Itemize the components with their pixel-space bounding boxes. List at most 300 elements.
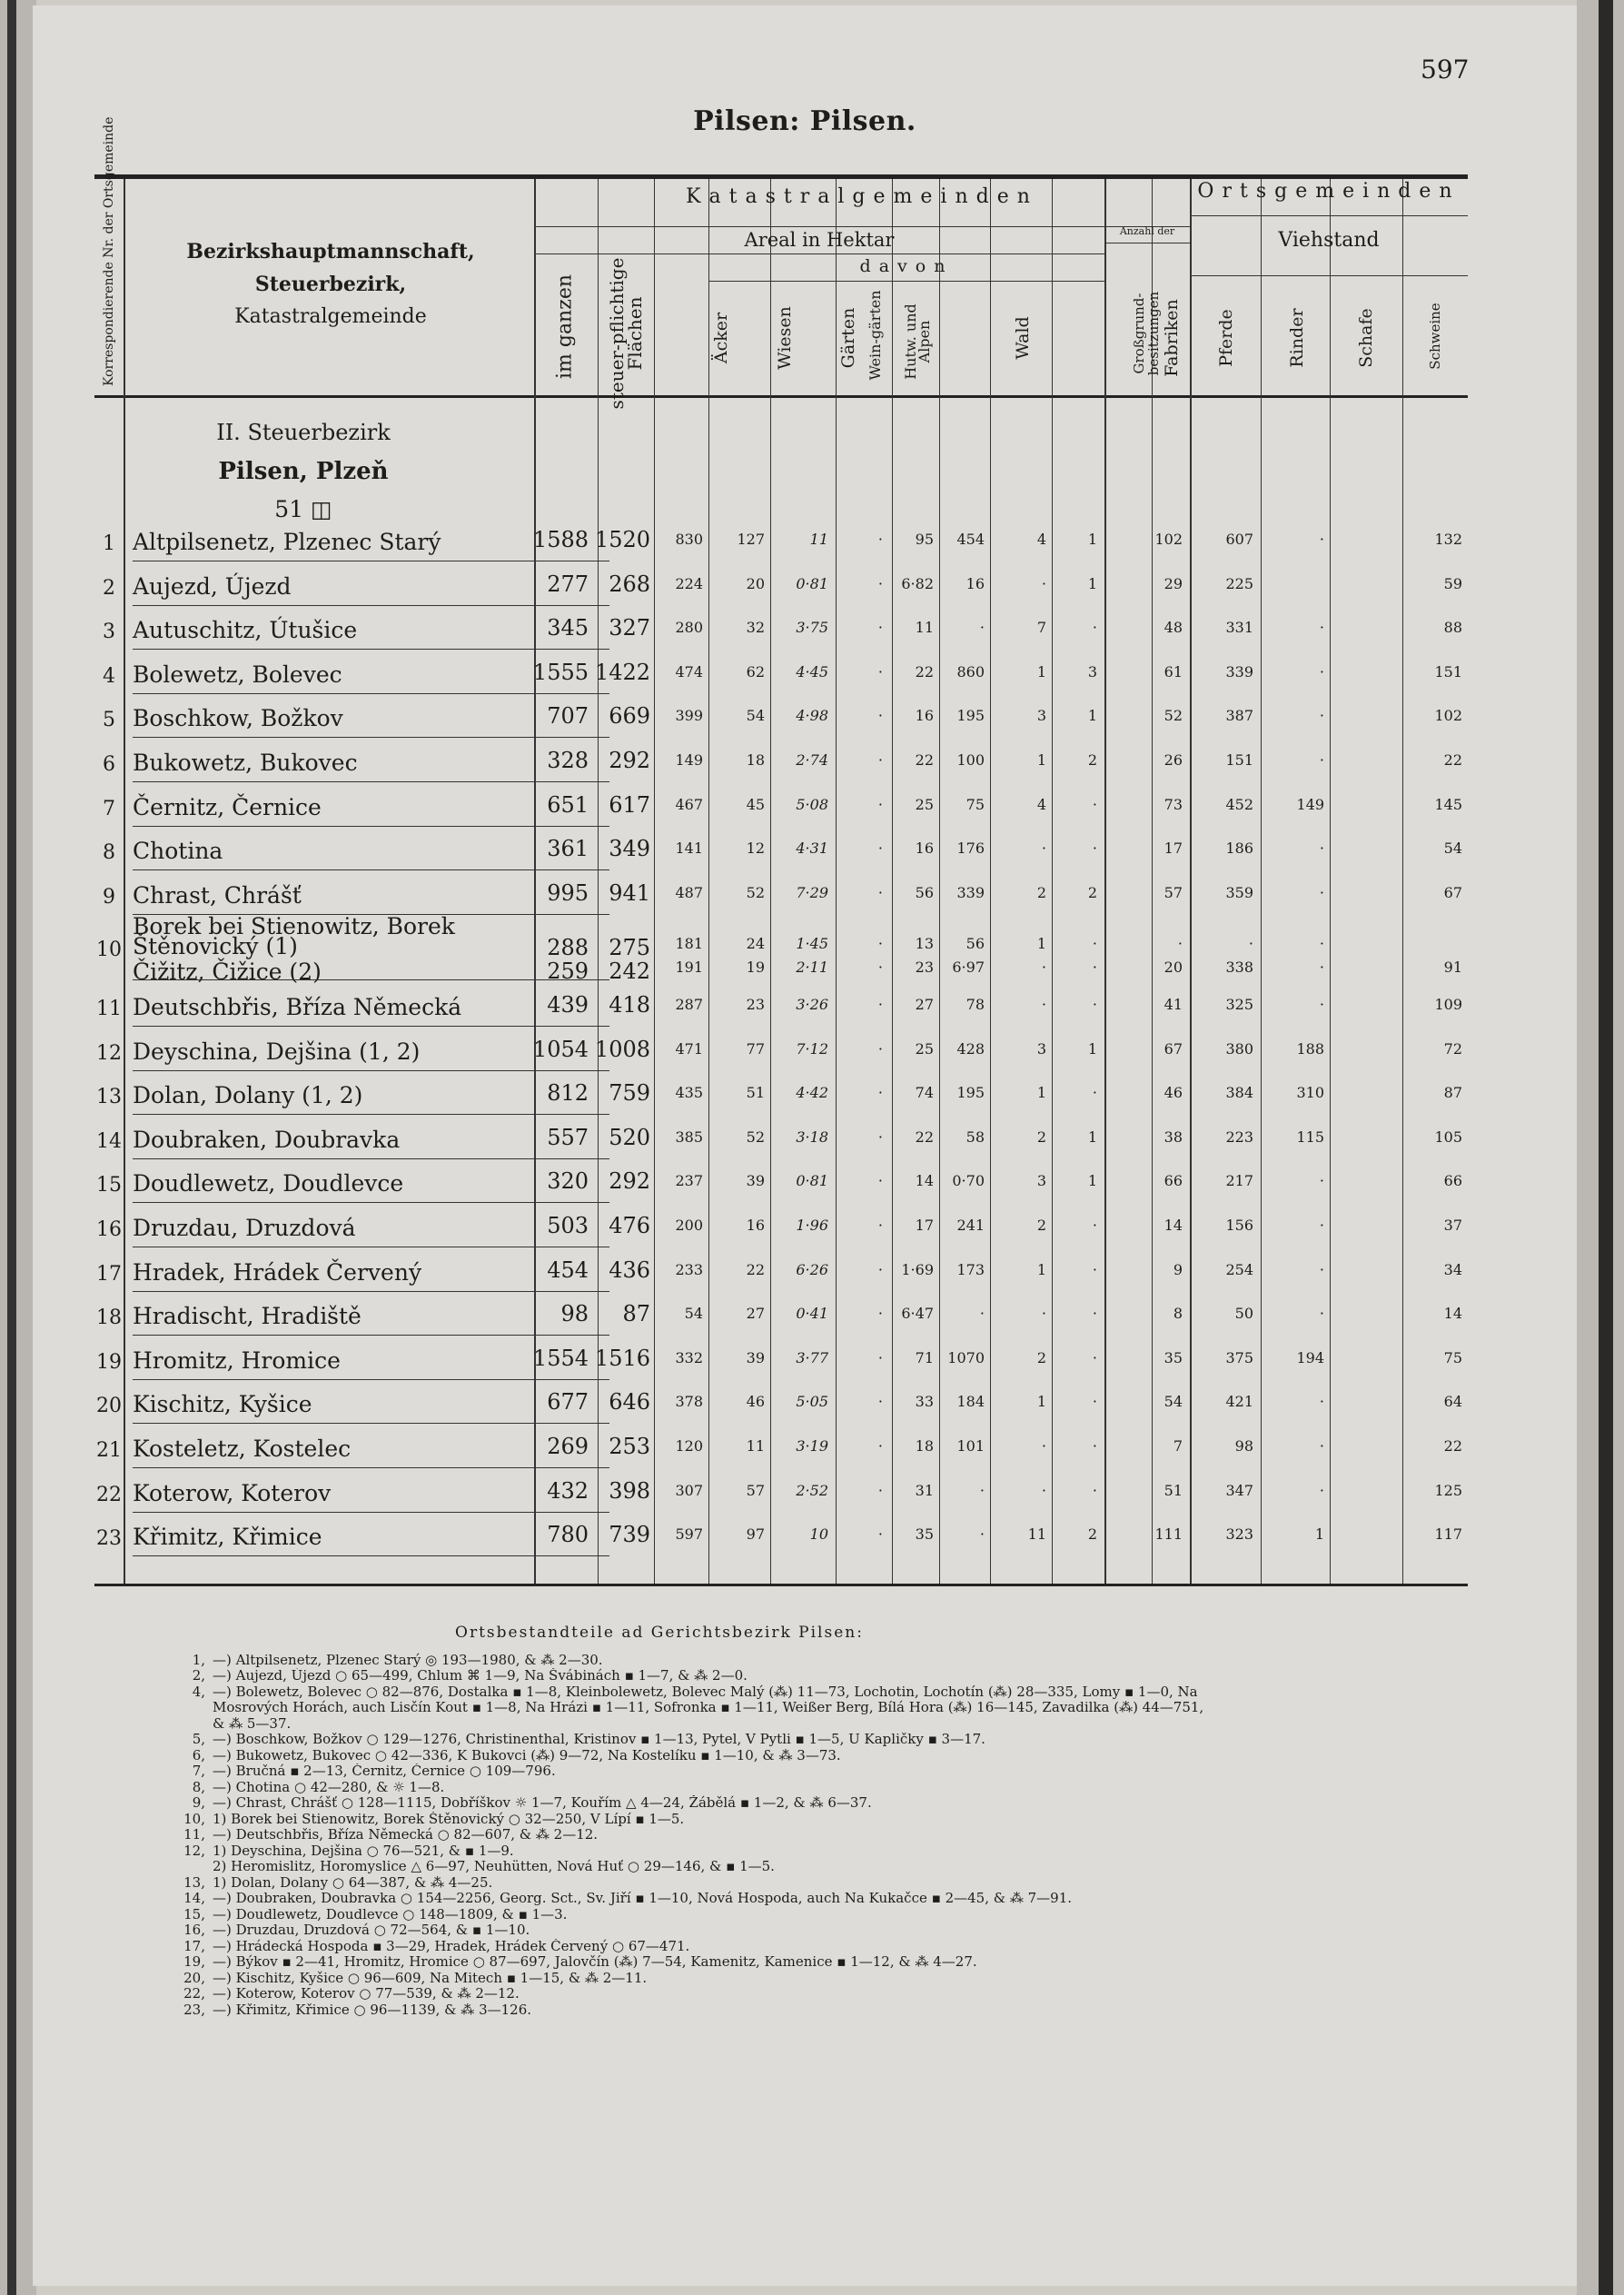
note-number: 20, <box>183 1970 205 1986</box>
cell-d: 22 <box>746 1260 765 1278</box>
cell-e: 0·81 <box>796 574 828 592</box>
cell-e: 2·74 <box>796 751 828 769</box>
cell-g-2: 23 <box>915 959 934 977</box>
cell-m: · <box>1319 751 1324 769</box>
cell-g: 25 <box>915 795 934 813</box>
note-line <box>178 1700 1522 1716</box>
cell-c: 435 <box>675 1084 703 1102</box>
cell-b: 1422 <box>594 659 650 685</box>
cell-b: 476 <box>609 1213 650 1238</box>
header-ortsgemeinden: Ortsgemeinden <box>1197 180 1461 203</box>
cell-a: 1554 <box>532 1345 589 1371</box>
cell-g: 17 <box>915 1217 934 1234</box>
document-page <box>33 5 1577 2286</box>
header-corr-nr: Korrespondierende Nr. der Ortsgemeinde <box>102 116 116 386</box>
row-name: Deutschbřis, Bříza Německá <box>133 994 462 1020</box>
row-name: Doudlewetz, Doudlevce <box>133 1170 404 1197</box>
cell-k: 111 <box>1154 1525 1183 1544</box>
header-anzahl: Anzahl der <box>1119 225 1175 237</box>
table-row <box>94 1161 1468 1205</box>
cell-j: 1 <box>1087 1039 1097 1058</box>
cell-k: 54 <box>1164 1393 1183 1411</box>
note-number: 12, <box>183 1843 205 1859</box>
cell-i: 1 <box>1036 1084 1046 1102</box>
note-text: —) Doudlewetz, Doudlevce ○ 148—1809, & ▪ 1—3. <box>213 1906 568 1922</box>
cell-n: 34 <box>1443 1260 1462 1278</box>
cell-c: 287 <box>675 996 703 1013</box>
cell-m: · <box>1319 1172 1324 1190</box>
cell-i: · <box>1041 1481 1046 1499</box>
cell-c: 307 <box>675 1481 703 1499</box>
cell-i: 3 <box>1036 1039 1046 1058</box>
cell-l-2: 338 <box>1225 959 1253 977</box>
cell-d: 52 <box>746 883 765 901</box>
row-name: Černitz, Černice <box>133 793 322 820</box>
cell-n: 75 <box>1443 1348 1462 1366</box>
cell-m: · <box>1319 1437 1324 1455</box>
cell-g: 16 <box>915 840 934 858</box>
cell-m: · <box>1319 1481 1324 1499</box>
row-number: 21 <box>96 1439 122 1462</box>
note-text: —) Křimitz, Křimice ○ 96—1139, & ⁂ 3—126. <box>213 2002 532 2018</box>
steuerbezirk-label: II. Steuerbezirk <box>216 420 391 445</box>
header-davon: davon <box>859 256 954 276</box>
cell-l: 50 <box>1234 1305 1253 1323</box>
cell-i: 4 <box>1036 795 1046 813</box>
note-line <box>178 2002 1522 2019</box>
cell-a: 995 <box>547 879 589 906</box>
note-number: 8, <box>192 1779 205 1795</box>
note-text: —) Bolewetz, Bolevec ○ 82—876, Dostalka ▪ 1—8, Kleinbolewetz, Bolevec Malý (⁂) 11—73, Lochotin, Lochotín (⁂) 28—335, Lomy ▪ 1—0, Na <box>213 1684 1198 1700</box>
cell-c: 830 <box>675 531 703 548</box>
note-number: 22, <box>183 1986 205 2002</box>
cell-l: 331 <box>1225 619 1253 637</box>
cell-i: 1 <box>1036 751 1046 769</box>
table-row <box>94 1338 1468 1382</box>
note-line <box>178 1986 1522 2002</box>
cell-b: 436 <box>609 1257 650 1283</box>
cell-g: 25 <box>915 1039 934 1058</box>
cell-j: · <box>1092 1481 1097 1499</box>
cell-g: 22 <box>915 1128 934 1146</box>
cell-g: 56 <box>915 883 934 901</box>
cell-h-2: 6·97 <box>952 959 985 977</box>
table-row <box>94 1029 1468 1073</box>
cell-g: 18 <box>915 1437 934 1455</box>
row-rule <box>133 1335 609 1336</box>
note-text: & ⁂ 5—37. <box>213 1715 292 1732</box>
cell-l: 186 <box>1225 840 1253 858</box>
cell-d: 97 <box>746 1525 765 1544</box>
cell-n: 102 <box>1434 707 1462 725</box>
table-row <box>94 1515 1468 1558</box>
cell-e: 11 <box>809 531 828 548</box>
cell-k: 41 <box>1164 996 1183 1013</box>
row-name: Chotina <box>133 838 223 865</box>
cell-c: 378 <box>675 1393 703 1411</box>
row-rule <box>133 605 609 606</box>
cell-n: 117 <box>1434 1525 1462 1544</box>
cell-l: 607 <box>1225 531 1253 548</box>
row-rule <box>133 1026 609 1027</box>
cell-h: · <box>979 1525 985 1544</box>
cell-k: · <box>1177 935 1183 953</box>
cell-g: 71 <box>915 1348 934 1366</box>
cell-k: 61 <box>1164 662 1183 681</box>
cell-j: · <box>1092 1393 1097 1411</box>
note-text: —) Boschkow, Božkov ○ 129—1276, Christinenthal, Kristinov ▪ 1—13, Pytel, V Pytli ▪ 1—5, U Kapličky ▪ 3—17. <box>213 1732 985 1747</box>
note-text: —) Chotina ○ 42—280, & ☼ 1—8. <box>213 1779 445 1795</box>
cell-c: 141 <box>675 840 703 858</box>
cell-h: 100 <box>956 751 985 769</box>
cell-a-2: 259 <box>547 959 589 985</box>
cell-g: 95 <box>915 531 934 548</box>
cell-b: 275 <box>609 935 650 961</box>
row-number: 17 <box>96 1262 122 1286</box>
cell-j: · <box>1092 1217 1097 1234</box>
cell-d: 46 <box>746 1393 765 1411</box>
cell-e: 1·96 <box>796 1217 828 1234</box>
cell-a: 780 <box>547 1522 589 1548</box>
col-rinder: Rinder <box>1287 308 1307 368</box>
cell-g: 35 <box>915 1525 934 1544</box>
cell-m: · <box>1319 996 1324 1013</box>
cell-e: 5·05 <box>796 1393 828 1411</box>
note-line <box>178 1891 1522 1907</box>
row-rule <box>133 781 609 782</box>
row-name: Křimitz, Křimice <box>133 1524 322 1551</box>
cell-d: 18 <box>746 751 765 769</box>
note-text: —) Kischitz, Kyšice ○ 96—609, Na Mitech ▪ 1—15, & ⁂ 2—11. <box>213 1970 648 1986</box>
cell-l: 225 <box>1225 574 1253 592</box>
cell-c: 181 <box>675 935 703 953</box>
cell-n: 125 <box>1434 1481 1462 1499</box>
note-text: —) Aujezd, Újezd ○ 65—499, Chlum ⌘ 1—9, Na Švábinách ▪ 1—7, & ⁂ 2—0. <box>213 1668 748 1684</box>
note-text: —) Bukowetz, Bukovec ○ 42—336, K Bukovci (⁂) 9—72, Na Kostelíku ▪ 1—10, & ⁂ 3—73. <box>213 1747 841 1763</box>
cell-l: 384 <box>1225 1084 1253 1102</box>
col-wald: Wald <box>1013 316 1033 360</box>
notes-title: Ortsbestandteile ad Gerichtsbezirk Pilsen: <box>455 1624 864 1642</box>
row-name: Doubraken, Doubravka <box>133 1126 401 1153</box>
cell-e: 7·12 <box>796 1039 828 1058</box>
cell-i: 1 <box>1036 935 1046 953</box>
cell-i: 2 <box>1036 883 1046 901</box>
row-name: Kischitz, Kyšice <box>133 1391 312 1418</box>
row-number: 9 <box>103 885 115 909</box>
cell-g: 22 <box>915 662 934 681</box>
cell-i: 7 <box>1036 619 1046 637</box>
cell-i: 1 <box>1036 662 1046 681</box>
cell-j: · <box>1092 1084 1097 1102</box>
cell-f: · <box>877 1260 883 1278</box>
col-schafe: Schafe <box>1356 308 1376 368</box>
cell-g: 16 <box>915 707 934 725</box>
row-rule <box>133 826 609 827</box>
note-line <box>178 1716 1522 1733</box>
row-number: 10 <box>96 939 122 962</box>
cell-l: · <box>1248 935 1253 953</box>
note-line <box>178 1843 1522 1860</box>
note-text: 2) Heromislitz, Horomyslice △ 6—97, Neuhütten, Nová Huť ○ 29—146, & ▪ 1—5. <box>213 1859 775 1874</box>
cell-l: 380 <box>1225 1039 1253 1058</box>
table-body <box>94 391 1468 1586</box>
scan-left-edge <box>0 0 36 2295</box>
notes-section <box>178 1625 1522 2018</box>
row-name-2: Čižitz, Čižice (2) <box>133 959 322 986</box>
table-row <box>94 1250 1468 1294</box>
table-row <box>94 1206 1468 1249</box>
note-text: —) Hrádecká Hospoda ▪ 3—29, Hradek, Hrádek Červený ○ 67—471. <box>213 1938 690 1954</box>
row-number: 3 <box>103 621 115 644</box>
cell-k: 8 <box>1173 1305 1183 1323</box>
cell-d: 77 <box>746 1039 765 1058</box>
cell-l: 325 <box>1225 996 1253 1013</box>
cell-a: 269 <box>547 1434 589 1459</box>
cell-f: · <box>877 795 883 813</box>
note-line <box>178 1827 1522 1843</box>
cell-i: 2 <box>1036 1128 1046 1146</box>
cell-m: 115 <box>1296 1128 1324 1146</box>
col-weingaerten: Wein-gärten <box>866 290 884 381</box>
cell-a: 288 <box>547 935 589 961</box>
cell-c: 385 <box>675 1128 703 1146</box>
note-number: 9, <box>192 1795 205 1811</box>
cell-h: 860 <box>956 662 985 681</box>
row-number: 23 <box>96 1527 122 1551</box>
note-line <box>178 1875 1522 1892</box>
note-number: 13, <box>183 1874 205 1891</box>
cell-e: 4·42 <box>796 1084 828 1102</box>
cell-m: · <box>1319 662 1324 681</box>
row-rule <box>133 1379 609 1380</box>
row-rule <box>133 869 609 870</box>
cell-e: 3·75 <box>796 619 828 637</box>
cell-j: · <box>1092 795 1097 813</box>
cell-e: 5·08 <box>796 795 828 813</box>
cell-b-2: 242 <box>609 959 650 985</box>
row-number: 15 <box>96 1174 122 1197</box>
cell-c: 233 <box>675 1260 703 1278</box>
cell-a: 328 <box>547 748 589 773</box>
note-text: —) Druzdau, Druzdová ○ 72—564, & ▪ 1—10. <box>213 1922 530 1938</box>
cell-d: 27 <box>746 1305 765 1323</box>
cell-m: · <box>1319 1393 1324 1411</box>
table-row <box>94 785 1468 829</box>
table-row <box>94 1118 1468 1161</box>
row-name: Dolan, Dolany (1, 2) <box>133 1082 363 1109</box>
cell-b: 1516 <box>594 1345 650 1371</box>
steuerbezirk-name: Pilsen, Plzeň <box>218 458 389 485</box>
cell-h: 195 <box>956 1084 985 1102</box>
cell-n: 22 <box>1443 751 1462 769</box>
cell-d: 127 <box>737 531 765 548</box>
row-name: Autuschitz, Útušice <box>133 617 358 644</box>
cell-f: · <box>877 1305 883 1323</box>
cell-c: 597 <box>675 1525 703 1544</box>
row-number: 16 <box>96 1218 122 1241</box>
note-number: 15, <box>183 1906 205 1922</box>
note-line <box>178 1795 1522 1812</box>
cell-k: 7 <box>1173 1437 1183 1455</box>
cell-i: 4 <box>1036 531 1046 548</box>
cell-e: 4·31 <box>796 840 828 858</box>
cell-a: 361 <box>547 836 589 862</box>
cell-f: · <box>877 751 883 769</box>
cell-g: 6·82 <box>901 574 934 592</box>
cell-c: 467 <box>675 795 703 813</box>
cell-e-2: 2·11 <box>796 959 828 977</box>
cell-l: 217 <box>1225 1172 1253 1190</box>
cell-h: 454 <box>956 531 985 548</box>
note-text: 1) Dolan, Dolany ○ 64—387, & ⁂ 4—25. <box>213 1874 493 1891</box>
cell-n: 151 <box>1434 662 1462 681</box>
cell-k: 67 <box>1164 1039 1183 1058</box>
row-number: 13 <box>96 1086 122 1109</box>
cell-n: 14 <box>1443 1305 1462 1323</box>
note-line <box>178 1732 1522 1748</box>
table-row <box>94 1294 1468 1337</box>
cell-h: 176 <box>956 840 985 858</box>
cell-c: 200 <box>675 1217 703 1234</box>
header-district-line-3: Katastralgemeinde <box>234 305 427 328</box>
cell-c: 332 <box>675 1348 703 1366</box>
cell-n: 88 <box>1443 619 1462 637</box>
cell-c: 471 <box>675 1039 703 1058</box>
cell-n: 59 <box>1443 574 1462 592</box>
row-rule <box>133 649 609 650</box>
cell-k: 38 <box>1164 1128 1183 1146</box>
header-district-line-1: Bezirkshauptmannschaft, <box>186 240 475 263</box>
cell-k: 73 <box>1164 795 1183 813</box>
table-row <box>94 913 1468 986</box>
cell-k: 48 <box>1164 619 1183 637</box>
table-row <box>94 608 1468 651</box>
note-line <box>178 1668 1522 1684</box>
cell-j: 1 <box>1087 1172 1097 1190</box>
cell-h: 184 <box>956 1393 985 1411</box>
page-number: 597 <box>1421 55 1470 84</box>
cell-m: · <box>1319 531 1324 548</box>
cell-b: 349 <box>609 836 650 862</box>
cell-m: · <box>1319 840 1324 858</box>
cell-f: · <box>877 1217 883 1234</box>
cell-f: · <box>877 662 883 681</box>
row-name: Kosteletz, Kostelec <box>133 1436 352 1462</box>
cell-a: 345 <box>547 615 589 641</box>
cell-k: 52 <box>1164 707 1183 725</box>
note-line <box>178 1954 1522 1971</box>
row-number: 18 <box>96 1306 122 1330</box>
cell-c: 120 <box>675 1437 703 1455</box>
cell-c: 224 <box>675 574 703 592</box>
row-name: Bukowetz, Bukovec <box>133 750 358 776</box>
cell-c: 474 <box>675 662 703 681</box>
cell-d: 23 <box>746 996 765 1013</box>
cell-k: 26 <box>1164 751 1183 769</box>
note-number: 5, <box>192 1732 205 1747</box>
table-row <box>94 1426 1468 1470</box>
cell-b: 669 <box>609 703 650 730</box>
table-row <box>94 564 1468 608</box>
cell-d-2: 19 <box>746 959 765 977</box>
note-line <box>178 1907 1522 1923</box>
col-gaerten: Gärten <box>838 307 858 369</box>
table-row <box>94 520 1468 563</box>
cell-j: 2 <box>1087 1525 1097 1544</box>
cell-e: 10 <box>809 1525 828 1544</box>
note-line <box>178 1859 1522 1875</box>
cell-l: 359 <box>1225 883 1253 901</box>
cell-e: 7·29 <box>796 883 828 901</box>
header-district-line-2: Steuerbezirk, <box>254 273 407 296</box>
cell-g: 1·69 <box>901 1260 934 1278</box>
row-number: 8 <box>103 841 115 865</box>
note-text: —) Deutschbřis, Bříza Německá ○ 82—607, & ⁂ 2—12. <box>213 1827 599 1843</box>
cell-m: 1 <box>1314 1525 1324 1544</box>
cell-m-2: · <box>1319 959 1324 977</box>
cell-i: 2 <box>1036 1348 1046 1366</box>
cell-c: 149 <box>675 751 703 769</box>
cell-h: 195 <box>956 707 985 725</box>
note-number: 7, <box>192 1763 205 1779</box>
note-text: —) Doubraken, Doubravka ○ 154—2256, Georg. Sct., Sv. Jiří ▪ 1—10, Nová Hospoda, auch Na Kukačce ▪ 2—45, & ⁂ 7—91. <box>213 1891 1073 1906</box>
cell-c: 399 <box>675 707 703 725</box>
cell-f: · <box>877 1525 883 1544</box>
cell-j-2: · <box>1092 959 1097 977</box>
cell-e: 4·45 <box>796 662 828 681</box>
cell-i: · <box>1041 996 1046 1013</box>
cell-h: 78 <box>965 996 985 1013</box>
cell-j: · <box>1092 840 1097 858</box>
cell-f-2: · <box>877 959 883 977</box>
cell-m: · <box>1319 707 1324 725</box>
table-row <box>94 829 1468 872</box>
cell-n: 67 <box>1443 883 1462 901</box>
cell-b: 253 <box>609 1434 650 1459</box>
cell-m: · <box>1319 1305 1324 1323</box>
cell-d: 54 <box>746 707 765 725</box>
scan-right-edge <box>1577 0 1624 2295</box>
table-row <box>94 873 1468 917</box>
cell-h: 75 <box>965 795 985 813</box>
cell-j: 2 <box>1087 883 1097 901</box>
col-schweine: Schweine <box>1427 303 1443 370</box>
col-im-ganzen: im ganzen <box>553 273 577 380</box>
col-fabriken: Fabriken <box>1162 299 1182 377</box>
cell-n: 64 <box>1443 1393 1462 1411</box>
cell-d: 52 <box>746 1128 765 1146</box>
cell-j: 1 <box>1087 574 1097 592</box>
row-rule <box>133 1423 609 1424</box>
cell-j: · <box>1092 1437 1097 1455</box>
cell-a: 1054 <box>532 1036 589 1062</box>
cell-c-2: 191 <box>675 959 703 977</box>
cell-k: 46 <box>1164 1084 1183 1102</box>
row-number: 5 <box>103 709 115 732</box>
note-text: Mosrových Horách, auch Lisčín Kout ▪ 1—8, Na Hrázi ▪ 1—11, Sofronka ▪ 1—11, Weißer Berg, Bílá Hora (⁂) 16—145, Zavadilka (⁂) 44—751, <box>213 1700 1204 1715</box>
note-number: 16, <box>183 1922 205 1938</box>
cell-l: 339 <box>1225 662 1253 681</box>
note-text: —) Býkov ▪ 2—41, Hromitz, Hromice ○ 87—697, Jalovčín (⁂) 7—54, Kamenitz, Kamenice ▪ 1—12, & ⁂ 4—27. <box>213 1954 977 1970</box>
table-row <box>94 1382 1468 1426</box>
cell-e: 3·19 <box>796 1437 828 1455</box>
cell-l: 98 <box>1234 1437 1253 1455</box>
row-rule <box>133 1467 609 1468</box>
cell-k: 14 <box>1164 1217 1183 1234</box>
cell-g: 6·47 <box>901 1305 934 1323</box>
note-line <box>178 1812 1522 1828</box>
cell-b: 268 <box>609 571 650 597</box>
